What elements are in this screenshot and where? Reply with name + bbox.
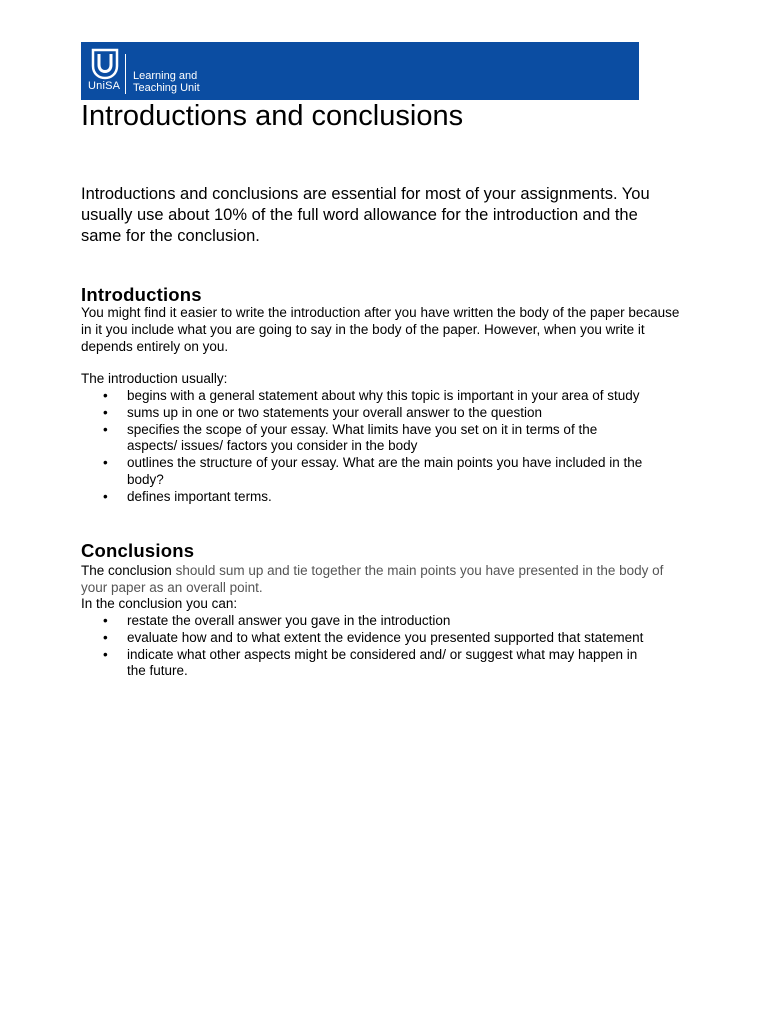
bullet-icon: •	[103, 613, 108, 628]
introductions-heading: Introductions	[81, 284, 202, 305]
conclusions-paragraph-rest: should sum up and tie together the main points you have presented in the body of your paper as an overall point.	[81, 563, 664, 595]
unit-name	[133, 70, 200, 94]
page-title: Introductions and conclusions	[81, 100, 464, 132]
list-item	[81, 388, 647, 405]
list-item	[81, 422, 647, 456]
list-item-text: begins with a general statement about why this topic is important in your area of study	[127, 388, 640, 403]
list-item-text: specifies the scope of your essay. What limits have you set on it in terms of the aspects/ issues/ factors you consider in the body	[127, 421, 598, 454]
list-item	[81, 405, 647, 422]
list-item-text: outlines the structure of your essay. What are the main points you have included in the body?	[127, 455, 643, 487]
bullet-icon: •	[103, 388, 108, 403]
list-item-text: restate the overall answer you gave in the introduction	[127, 613, 451, 628]
list-item	[81, 489, 647, 506]
unit-name-line1: Learning and	[133, 70, 198, 82]
conclusions-list-intro: In the conclusion you can:	[81, 596, 238, 611]
intro-paragraph: Introductions and conclusions are essential for most of your assignments. You usually use about 10% of the full word allowance for the introduction and the same for the conclusion.	[81, 185, 650, 245]
bullet-icon: •	[103, 646, 108, 662]
conclusions-heading: Conclusions	[81, 540, 195, 561]
header-banner	[81, 42, 639, 100]
list-item-text: indicate what other aspects might be considered and/ or suggest what may happen in the future.	[127, 646, 638, 679]
list-item	[81, 455, 647, 489]
bullet-icon: •	[103, 629, 108, 645]
introductions-list-intro: The introduction usually:	[81, 371, 228, 386]
bullet-icon: •	[103, 404, 108, 420]
bullet-icon: •	[103, 488, 108, 504]
bullet-icon: •	[103, 421, 108, 437]
list-item-text: defines important terms.	[127, 488, 272, 504]
conclusions-paragraph	[81, 563, 681, 597]
list-item-text: evaluate how and to what extent the evidence you presented supported that statement	[127, 629, 644, 645]
bullet-icon: •	[103, 455, 108, 471]
list-item-text: sums up in one or two statements your overall answer to the question	[127, 404, 542, 420]
conclusions-list	[81, 613, 681, 680]
logo-divider	[125, 54, 126, 94]
introductions-list	[81, 388, 681, 506]
conclusions-paragraph-lead: The conclusion	[81, 563, 172, 578]
list-item	[81, 613, 647, 630]
list-item	[81, 630, 647, 647]
list-item	[81, 647, 647, 681]
logo-text: UniSA	[88, 80, 121, 92]
unisa-logo-icon	[91, 48, 119, 80]
introductions-paragraph: You might find it easier to write the introduction after you have written the body of the paper because in it you include what you are going to say in the body of the paper. However, when you write it depends entirely on you.	[81, 305, 680, 354]
unit-name-line2: Teaching Unit	[133, 82, 200, 94]
